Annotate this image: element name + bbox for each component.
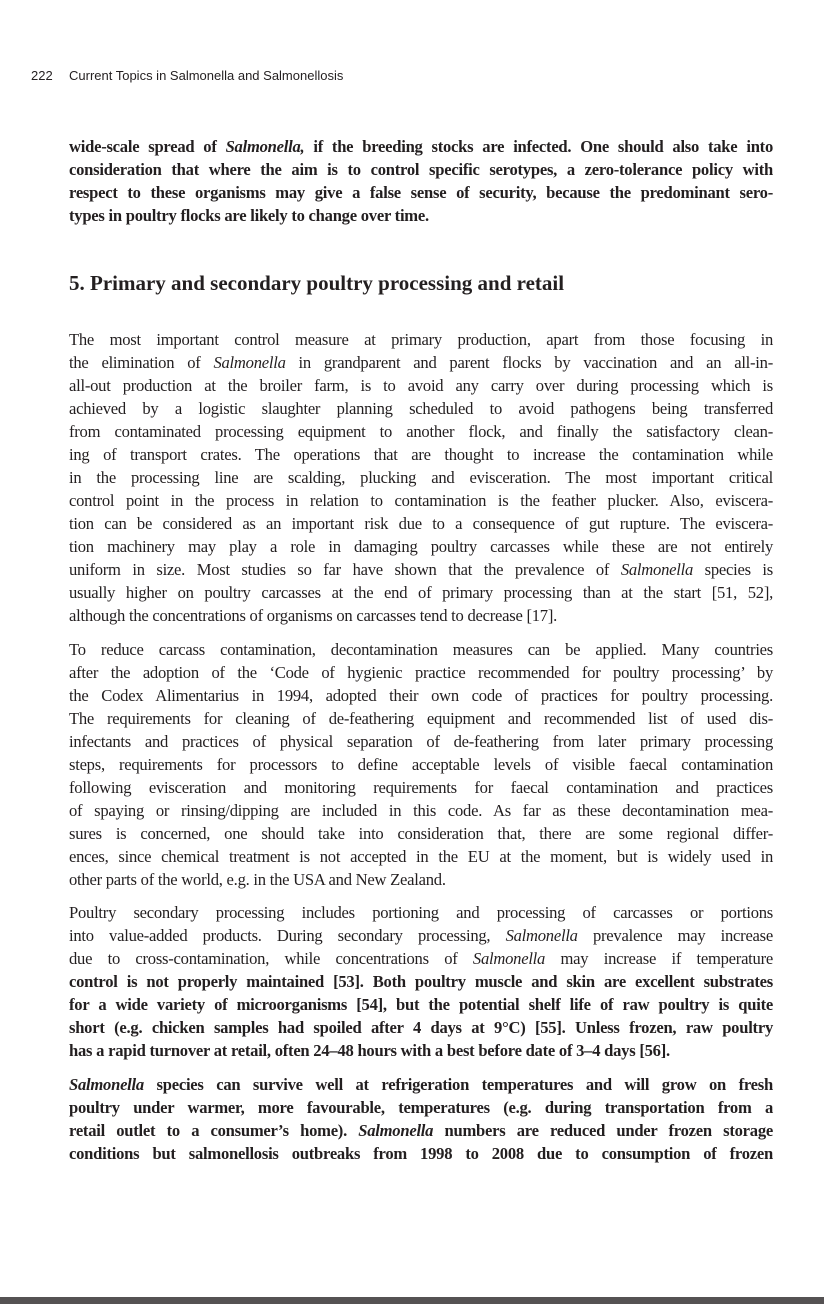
paragraph-text bbox=[69, 328, 773, 627]
text-line: conditions but salmonellosis outbreaks from 1998 to 2008 due to consumption of frozen bbox=[69, 1144, 773, 1163]
text-line: the Codex Alimentarius in 1994, adopted their own code of practices for poultry processing. bbox=[69, 686, 773, 705]
text-line: Salmonella species can survive well at refrigeration temperatures and will grow on fresh bbox=[69, 1075, 773, 1094]
text-line: ing of transport crates. The operations that are thought to increase the contamination while bbox=[69, 445, 773, 464]
text-line: To reduce carcass contamination, decontamination measures can be applied. Many countries bbox=[69, 640, 773, 659]
intro-paragraph-text bbox=[69, 135, 773, 227]
text-line: steps, requirements for processors to define acceptable levels of visible faecal contamination bbox=[69, 755, 773, 774]
text-line: from contaminated processing equipment to another flock, and finally the satisfactory clean- bbox=[69, 422, 773, 441]
paragraph-text bbox=[69, 901, 773, 1062]
italic-term: Salmonella bbox=[69, 1075, 144, 1094]
text-line: all-out production at the broiler farm, is to avoid any carry over during processing which is bbox=[69, 376, 773, 395]
text-line: uniform in size. Most studies so far have shown that the prevalence of Salmonella species is bbox=[69, 560, 773, 579]
text-line: The most important control measure at primary production, apart from those focusing in bbox=[69, 330, 773, 349]
paragraph-primary-control bbox=[69, 328, 773, 627]
text-line: has a rapid turnover at retail, often 24–48 hours with a best before date of 3–4 days [56]. bbox=[69, 1041, 670, 1060]
paragraph-refrigeration bbox=[69, 1073, 773, 1165]
text-line: other parts of the world, e.g. in the USA and New Zealand. bbox=[69, 870, 446, 889]
text-line: due to cross-contamination, while concentrations of Salmonella may increase if temperature bbox=[69, 949, 773, 968]
text-line: infectants and practices of physical separation of de-feathering from later primary processing bbox=[69, 732, 773, 751]
text-line: retail outlet to a consumer’s home). Salmonella numbers are reduced under frozen storage bbox=[69, 1121, 773, 1140]
section-heading: 5. Primary and secondary poultry processing and retail bbox=[69, 271, 565, 295]
text-line: following evisceration and monitoring requirements for faecal contamination and practices bbox=[69, 778, 773, 797]
text-line: the elimination of Salmonella in grandparent and parent flocks by vaccination and an all-in- bbox=[69, 353, 773, 372]
page-bottom-bar bbox=[0, 1297, 824, 1304]
text-line: for a wide variety of microorganisms [54], but the potential shelf life of raw poultry is quite bbox=[69, 995, 773, 1014]
paragraph-text bbox=[69, 638, 773, 891]
text-line: wide-scale spread of Salmonella, if the breeding stocks are infected. One should also take into bbox=[69, 137, 773, 156]
text-line: poultry under warmer, more favourable, temperatures (e.g. during transportation from a bbox=[69, 1098, 773, 1117]
running-header bbox=[31, 68, 343, 83]
text-line: usually higher on poultry carcasses at the end of primary processing than at the start [51, 52], bbox=[69, 583, 773, 602]
italic-term: Salmonella bbox=[213, 353, 286, 372]
paragraph-text bbox=[69, 1073, 773, 1165]
text-line: types in poultry flocks are likely to change over time. bbox=[69, 206, 429, 225]
paragraph-secondary-processing bbox=[69, 901, 773, 1062]
text-line: achieved by a logistic slaughter planning scheduled to avoid pathogens being transferred bbox=[69, 399, 773, 418]
text-line: The requirements for cleaning of de-feathering equipment and recommended list of used dis- bbox=[69, 709, 773, 728]
text-line: control point in the process in relation to contamination is the feather plucker. Also, eviscera- bbox=[69, 491, 773, 510]
text-line: after the adoption of the ‘Code of hygienic practice recommended for poultry processing’ by bbox=[69, 663, 773, 682]
italic-term: Salmonella, bbox=[225, 137, 305, 156]
text-line: control is not properly maintained [53]. Both poultry muscle and skin are excellent substrates bbox=[69, 972, 773, 991]
italic-term: Salmonella bbox=[505, 926, 578, 945]
text-line: although the concentrations of organisms on carcasses tend to decrease [17]. bbox=[69, 606, 558, 625]
text-line: respect to these organisms may give a false sense of security, because the predominant sero- bbox=[69, 183, 773, 202]
text-line: tion can be considered as an important risk due to a consequence of gut rupture. The eviscera- bbox=[69, 514, 773, 533]
text-line: tion machinery may play a role in damaging poultry carcasses while these are not entirely bbox=[69, 537, 773, 556]
text-line: in the processing line are scalding, plucking and evisceration. The most important critical bbox=[69, 468, 773, 487]
italic-term: Salmonella bbox=[358, 1121, 434, 1140]
italic-term: Salmonella bbox=[472, 949, 546, 968]
text-line: consideration that where the aim is to control specific serotypes, a zero-tolerance policy with bbox=[69, 160, 773, 179]
text-line: short (e.g. chicken samples had spoiled after 4 days at 9°C) [55]. Unless frozen, raw poultry bbox=[69, 1018, 773, 1037]
intro-paragraph bbox=[69, 135, 773, 227]
text-line: of spaying or rinsing/dipping are included in this code. As far as these decontamination mea- bbox=[69, 801, 773, 820]
paragraph-decontamination bbox=[69, 638, 773, 891]
text-line: Poultry secondary processing includes portioning and processing of carcasses or portions bbox=[69, 903, 773, 922]
text-line: ences, since chemical treatment is not accepted in the EU at the moment, but is widely used in bbox=[69, 847, 773, 866]
text-line: sures is concerned, one should take into consideration that, there are some regional differ- bbox=[69, 824, 773, 843]
book-title: Current Topics in Salmonella and Salmonellosis bbox=[69, 68, 344, 83]
page-number: 222 bbox=[31, 68, 53, 83]
italic-term: Salmonella bbox=[620, 560, 693, 579]
text-line: into value-added products. During secondary processing, Salmonella prevalence may increase bbox=[69, 926, 773, 945]
